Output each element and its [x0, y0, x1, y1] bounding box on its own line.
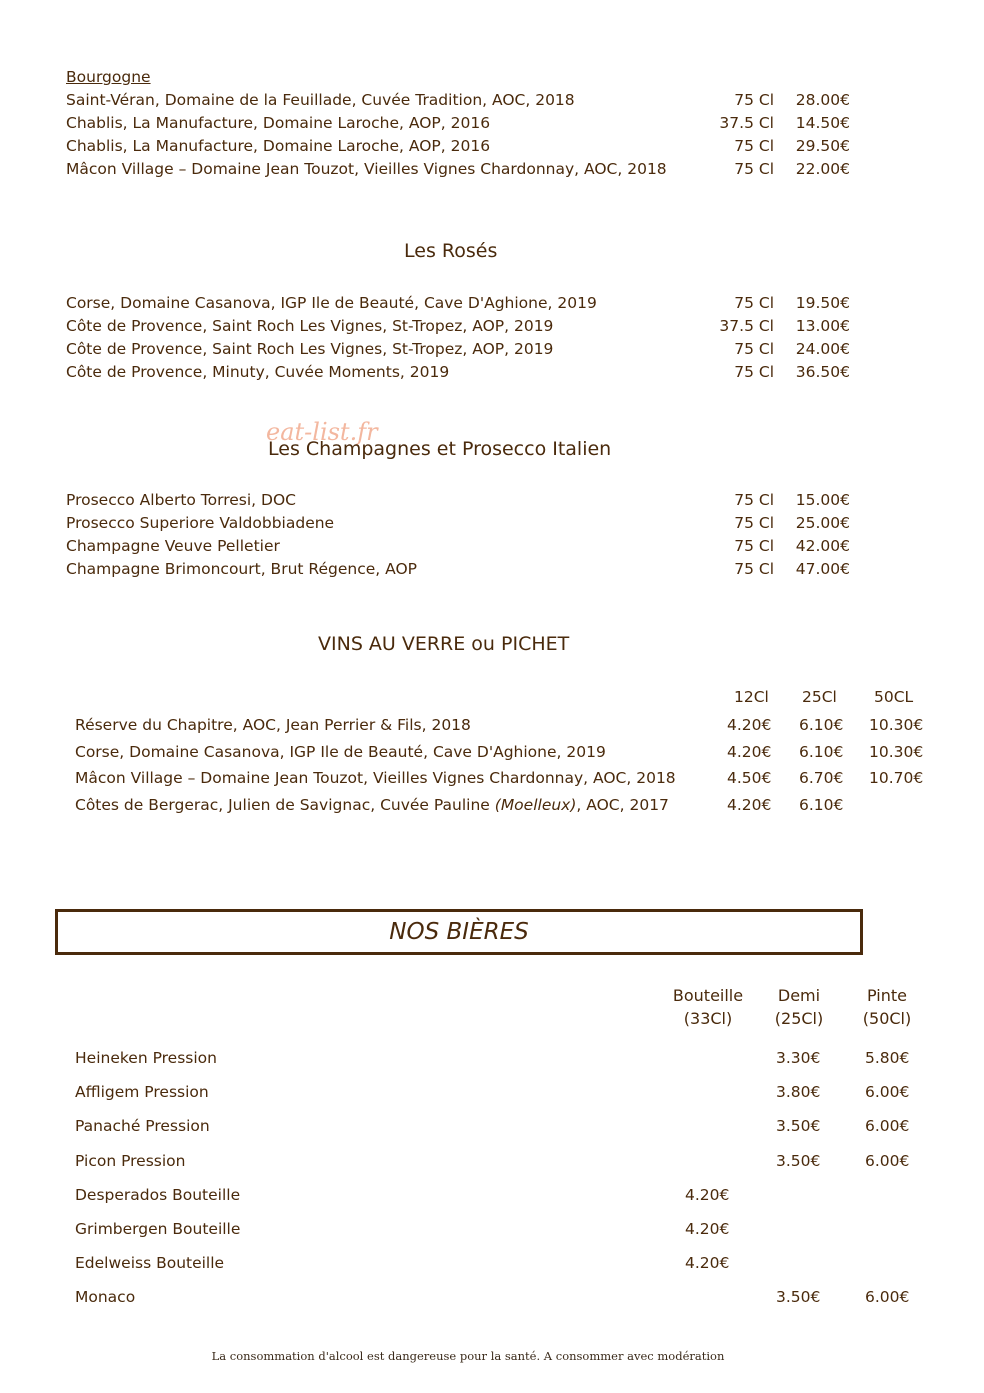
price-pinte: 6.00€ [865, 1151, 910, 1170]
wine-name-italic: (Moelleux) [494, 795, 577, 814]
wine-row [66, 489, 866, 512]
wine-price: 42.00€ [795, 537, 850, 555]
wine-name: Chablis, La Manufacture, Domaine Laroche, AOP, 2016 [66, 114, 491, 132]
wine-volume: 75 Cl [734, 137, 774, 155]
wine-name-part: , AOC, 2017 [576, 795, 669, 814]
price-demi: 3.30€ [776, 1049, 821, 1067]
beer-name: Desperados Bouteille [75, 1185, 241, 1204]
column-header-50cl: 50CL [874, 688, 914, 706]
wine-volume: 75 Cl [734, 537, 774, 555]
column-header-sub: (33Cl) [683, 1009, 733, 1028]
wine-volume: 75 Cl [734, 560, 774, 578]
price-pinte: 5.80€ [865, 1049, 910, 1067]
verre-table [75, 684, 945, 818]
wine-price: 24.00€ [795, 340, 850, 358]
price-25cl: 6.10€ [799, 795, 844, 814]
column-header-pinte [854, 984, 920, 1030]
beer-name: Affligem Pression [75, 1083, 209, 1102]
price-pinte: 6.00€ [865, 1083, 910, 1102]
beer-row [75, 1250, 945, 1284]
health-warning: La consommation d'alcool est dangereuse pour la santé. A consommer avec modération [211, 1349, 725, 1363]
column-header-12cl: 12Cl [734, 688, 769, 706]
column-header-sub: (50Cl) [862, 1009, 912, 1028]
wine-name: Réserve du Chapitre, AOC, Jean Perrier & Fils, 2018 [75, 716, 471, 734]
price-25cl: 6.10€ [799, 716, 844, 734]
price-12cl: 4.20€ [727, 795, 772, 814]
beer-row [75, 1216, 945, 1250]
wine-volume: 75 Cl [734, 91, 774, 109]
wine-row [66, 292, 866, 315]
price-bouteille: 4.20€ [685, 1185, 730, 1204]
wine-name: Côte de Provence, Saint Roch Les Vignes, St-Tropez, AOP, 2019 [66, 340, 554, 358]
wine-price: 28.00€ [795, 91, 850, 109]
beer-name: Panaché Pression [75, 1117, 210, 1136]
wine-price: 25.00€ [795, 514, 850, 532]
wine-row [66, 158, 866, 181]
wine-volume: 75 Cl [734, 294, 774, 312]
column-header-25cl: 25Cl [802, 688, 837, 706]
wine-name: Prosecco Alberto Torresi, DOC [66, 491, 296, 509]
beer-row [75, 1079, 945, 1113]
column-header-label: Demi [777, 986, 821, 1005]
price-12cl: 4.50€ [727, 769, 772, 787]
price-pinte: 6.00€ [865, 1117, 910, 1136]
price-demi: 3.50€ [776, 1151, 821, 1170]
wine-volume: 37.5 Cl [719, 114, 774, 132]
watermark-text: eat-list.fr [266, 418, 378, 446]
price-12cl: 4.20€ [727, 716, 772, 734]
wine-name: Chablis, La Manufacture, Domaine Laroche, AOP, 2016 [66, 137, 491, 155]
wine-volume: 75 Cl [734, 514, 774, 532]
beer-name: Heineken Pression [75, 1049, 217, 1067]
roses-section [66, 292, 866, 384]
wine-name: Côte de Provence, Minuty, Cuvée Moments, 2019 [66, 363, 450, 381]
wine-price: 29.50€ [795, 137, 850, 155]
verre-row [75, 792, 945, 819]
champagnes-section [66, 489, 866, 581]
beer-row [75, 1284, 945, 1318]
beer-row [75, 1045, 945, 1079]
column-header-bouteille [663, 984, 753, 1030]
champagnes-title: Les Champagnes et Prosecco Italien [268, 438, 612, 460]
wine-price: 36.50€ [795, 363, 850, 381]
wine-volume: 75 Cl [734, 160, 774, 178]
wine-row [66, 135, 866, 158]
verre-row [75, 712, 945, 739]
beer-name: Edelweiss Bouteille [75, 1254, 225, 1273]
beer-table [75, 1045, 945, 1319]
price-50cl: 10.30€ [869, 716, 924, 734]
wine-row [66, 558, 866, 581]
wine-name: Mâcon Village – Domaine Jean Touzot, Vieilles Vignes Chardonnay, AOC, 2018 [75, 769, 676, 787]
wine-name: Champagne Veuve Pelletier [66, 537, 280, 555]
price-50cl: 10.30€ [869, 742, 924, 761]
price-pinte: 6.00€ [865, 1288, 910, 1307]
wine-name: Côte de Provence, Saint Roch Les Vignes, St-Tropez, AOP, 2019 [66, 317, 554, 335]
price-12cl: 4.20€ [727, 742, 772, 761]
wine-name: Saint-Véran, Domaine de la Feuillade, Cuvée Tradition, AOC, 2018 [66, 91, 575, 109]
wine-name: Champagne Brimoncourt, Brut Régence, AOP [66, 560, 417, 578]
wine-row [66, 512, 866, 535]
verre-header-row [75, 684, 945, 712]
wine-row [66, 315, 866, 338]
beer-row [75, 1113, 945, 1147]
wine-price: 22.00€ [795, 160, 850, 178]
wine-name: Corse, Domaine Casanova, IGP Ile de Beauté, Cave D'Aghione, 2019 [75, 742, 606, 761]
wine-volume: 75 Cl [734, 340, 774, 358]
column-header-demi [766, 984, 832, 1030]
wine-price: 47.00€ [795, 560, 850, 578]
beer-name: Grimbergen Bouteille [75, 1219, 241, 1238]
wine-name-part: Côtes de Bergerac, Julien de Savignac, Cuvée Pauline [75, 795, 495, 814]
price-25cl: 6.70€ [799, 769, 844, 787]
bourgogne-section [66, 66, 866, 181]
wine-row [66, 535, 866, 558]
beer-name: Picon Pression [75, 1151, 186, 1170]
price-demi: 3.80€ [776, 1083, 821, 1102]
price-25cl: 6.10€ [799, 742, 844, 761]
beer-title: NOS BIÈRES [389, 919, 529, 945]
price-bouteille: 4.20€ [685, 1219, 730, 1238]
wine-volume: 75 Cl [734, 363, 774, 381]
wine-row [66, 89, 866, 112]
verre-row [75, 765, 945, 792]
wine-price: 14.50€ [795, 114, 850, 132]
wine-name: Mâcon Village – Domaine Jean Touzot, Vieilles Vignes Chardonnay, AOC, 2018 [66, 160, 667, 178]
column-header-sub: (25Cl) [774, 1009, 824, 1028]
wine-name: Prosecco Superiore Valdobbiadene [66, 514, 335, 532]
wine-row [66, 361, 866, 384]
price-demi: 3.50€ [776, 1288, 821, 1307]
verre-row [75, 739, 945, 766]
price-demi: 3.50€ [776, 1117, 821, 1136]
wine-price: 15.00€ [795, 491, 850, 509]
column-header-label: Pinte [867, 986, 907, 1005]
wine-row [66, 112, 866, 135]
roses-title: Les Rosés [404, 240, 498, 262]
wine-price: 19.50€ [795, 294, 850, 312]
price-bouteille: 4.20€ [685, 1254, 730, 1273]
wine-volume: 37.5 Cl [719, 317, 774, 335]
wine-name [75, 792, 669, 819]
verre-title: VINS AU VERRE ou PICHET [318, 633, 570, 655]
beer-row [75, 1182, 945, 1216]
bourgogne-heading: Bourgogne [66, 68, 151, 86]
beer-row [75, 1148, 945, 1182]
beer-name: Monaco [75, 1288, 136, 1307]
wine-price: 13.00€ [795, 317, 850, 335]
beer-banner [55, 909, 863, 955]
wine-name: Corse, Domaine Casanova, IGP Ile de Beauté, Cave D'Aghione, 2019 [66, 294, 597, 312]
wine-row [66, 338, 866, 361]
column-header-label: Bouteille [672, 986, 744, 1005]
price-50cl: 10.70€ [869, 769, 924, 787]
wine-volume: 75 Cl [734, 491, 774, 509]
